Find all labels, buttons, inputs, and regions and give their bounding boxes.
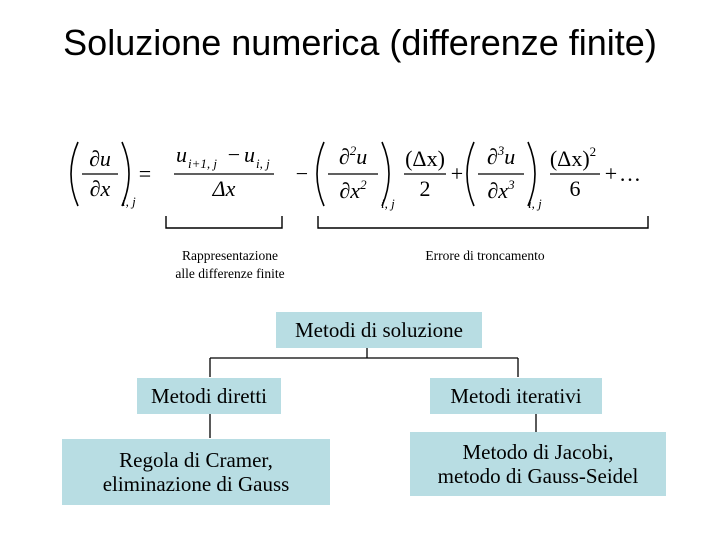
root-node <box>276 312 482 348</box>
t2-factor-numerator: $(\Delta x)^2$ <box>549 144 597 171</box>
t1-subscript: i, j <box>381 196 395 211</box>
t1-numerator: ∂$^2$u <box>338 143 368 169</box>
root-node-label: Metodi di soluzione <box>295 318 463 342</box>
lhs-numerator: ∂u <box>89 146 111 171</box>
fd-u1: u <box>176 142 187 167</box>
iterative-methods-label: Metodi iterativi <box>450 384 582 408</box>
fd-u2-sub: i, j <box>256 156 270 171</box>
fd-denominator: Δx <box>212 176 236 201</box>
iterative-detail-line2: metodo di Gauss-Seidel <box>437 464 639 488</box>
slide-title: Soluzione numerica (differenze finite) <box>63 22 657 63</box>
direct-detail-line2: eliminazione di Gauss <box>102 472 290 496</box>
truncation-error-label: Errore di troncamento <box>425 248 545 263</box>
direct-methods-detail-node <box>62 439 330 505</box>
t1-denominator: $\partial x^2$ <box>339 177 367 203</box>
t2-subscript: i, j <box>528 196 542 211</box>
lhs-subscript: i, j <box>122 194 136 209</box>
iterative-methods-detail-node <box>410 432 666 496</box>
fd-representation-line2: alle differenze finite <box>175 266 285 281</box>
lhs-denominator: ∂x <box>89 176 111 201</box>
t2-factor-denominator: 6 <box>569 176 581 201</box>
plus-sign: + <box>604 161 618 186</box>
fd-minus: − <box>227 142 241 167</box>
iterative-methods-node <box>430 378 602 414</box>
fd-u2: u <box>244 142 255 167</box>
fd-u1-sub: i+1, j <box>188 156 217 171</box>
direct-methods-label: Metodi diretti <box>150 384 268 408</box>
iterative-detail-line1: Metodo di Jacobi, <box>462 440 614 464</box>
t2-denominator: $\partial x^3$ <box>487 177 515 203</box>
direct-methods-node <box>137 378 281 414</box>
direct-detail-line1: Regola di Cramer, <box>119 448 273 472</box>
t1-factor-numerator: (Δx) <box>405 146 445 171</box>
t2-numerator: ∂$^3$u <box>486 143 516 169</box>
fd-representation-line1: Rappresentazione <box>182 248 278 263</box>
plus-sign: + <box>450 161 464 186</box>
ellipsis: … <box>619 161 641 186</box>
t1-factor-denominator: 2 <box>419 176 431 201</box>
equals-sign: = <box>138 161 152 186</box>
minus-sign: − <box>295 161 309 186</box>
